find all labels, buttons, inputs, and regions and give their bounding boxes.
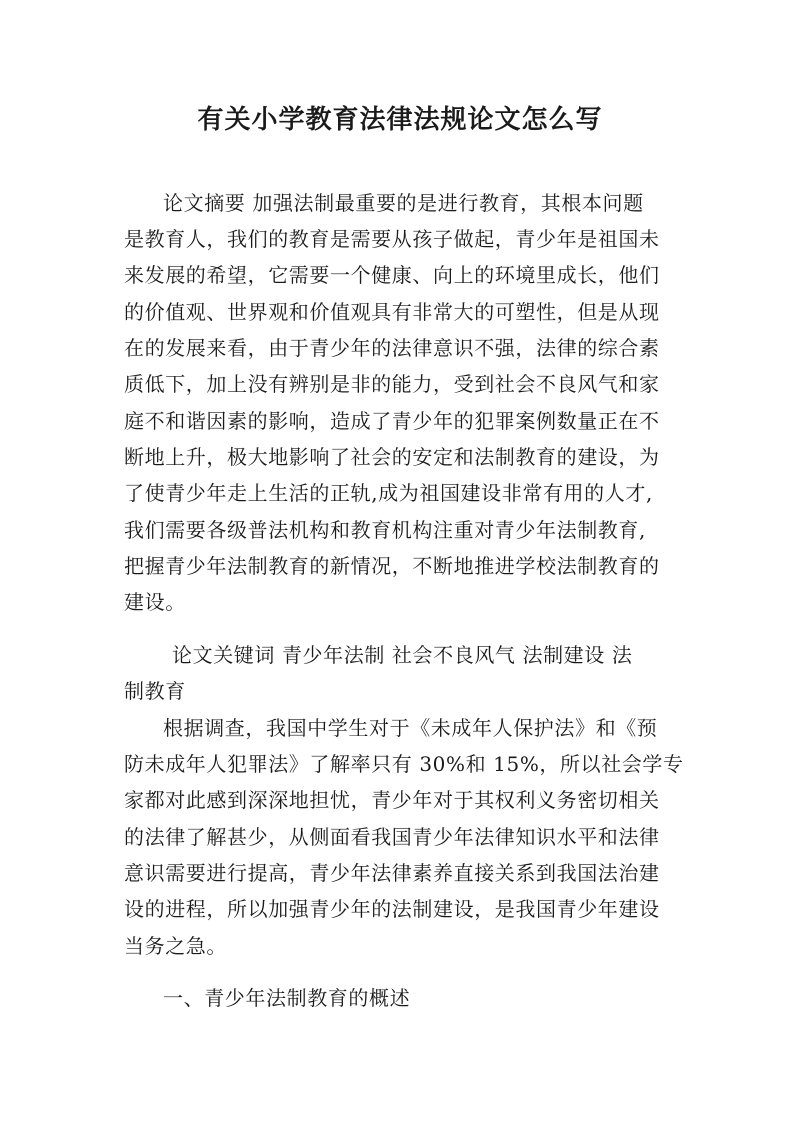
survey-line: 防未成年人犯罪法》了解率只有 30%和 15%，所以社会学专	[124, 752, 684, 776]
abstract-line: 断地上升，极大地影响了社会的安定和法制教育的建设，为	[124, 445, 660, 469]
keywords-line: 制教育	[124, 679, 186, 703]
survey-line: 设的进程，所以加强青少年的法制建设，是我国青少年建设	[124, 897, 660, 921]
survey-line: 根据调查，我国中学生对于《未成年人保护法》和《预	[163, 716, 658, 740]
abstract-line: 质低下，加上没有辨别是非的能力，受到社会不良风气和家	[124, 372, 660, 396]
abstract-line: 的价值观、世界观和价值观具有非常大的可塑性，但是从现	[124, 300, 660, 324]
abstract-line: 把握青少年法制教育的新情况，不断地推进学校法制教育的	[124, 554, 660, 578]
survey-line: 当务之急。	[124, 934, 227, 958]
abstract-line: 来发展的希望，它需要一个健康、向上的环境里成长，他们	[124, 263, 660, 287]
survey-line: 意识需要进行提高，青少年法律素养直接关系到我国法治建	[124, 861, 660, 885]
abstract-line: 了使青少年走上生活的正轨,成为祖国建设非常有用的人才,	[124, 481, 653, 505]
survey-line: 家都对此感到深深地担忧，青少年对于其权利义务密切相关	[124, 788, 660, 812]
abstract-line: 在的发展来看，由于青少年的法律意识不强，法律的综合素	[124, 336, 660, 360]
abstract-line: 是教育人，我们的教育是需要从孩子做起，青少年是祖国未	[124, 227, 660, 251]
abstract-line: 庭不和谐因素的影响，造成了青少年的犯罪案例数量正在不	[124, 409, 660, 433]
abstract-line: 建设。	[124, 590, 186, 614]
survey-line: 的法律了解甚少，从侧面看我国青少年法律知识水平和法律	[124, 825, 660, 849]
keywords-line: 论文关键词 青少年法制 社会不良风气 法制建设 法	[172, 643, 633, 667]
document-title: 有关小学教育法律法规论文怎么写	[197, 105, 603, 135]
section-heading: 一、青少年法制教育的概述	[163, 986, 411, 1010]
abstract-line: 论文摘要 加强法制最重要的是进行教育，其根本问题	[163, 191, 644, 215]
abstract-line: 我们需要各级普法机构和教育机构注重对青少年法制教育,	[124, 518, 646, 542]
